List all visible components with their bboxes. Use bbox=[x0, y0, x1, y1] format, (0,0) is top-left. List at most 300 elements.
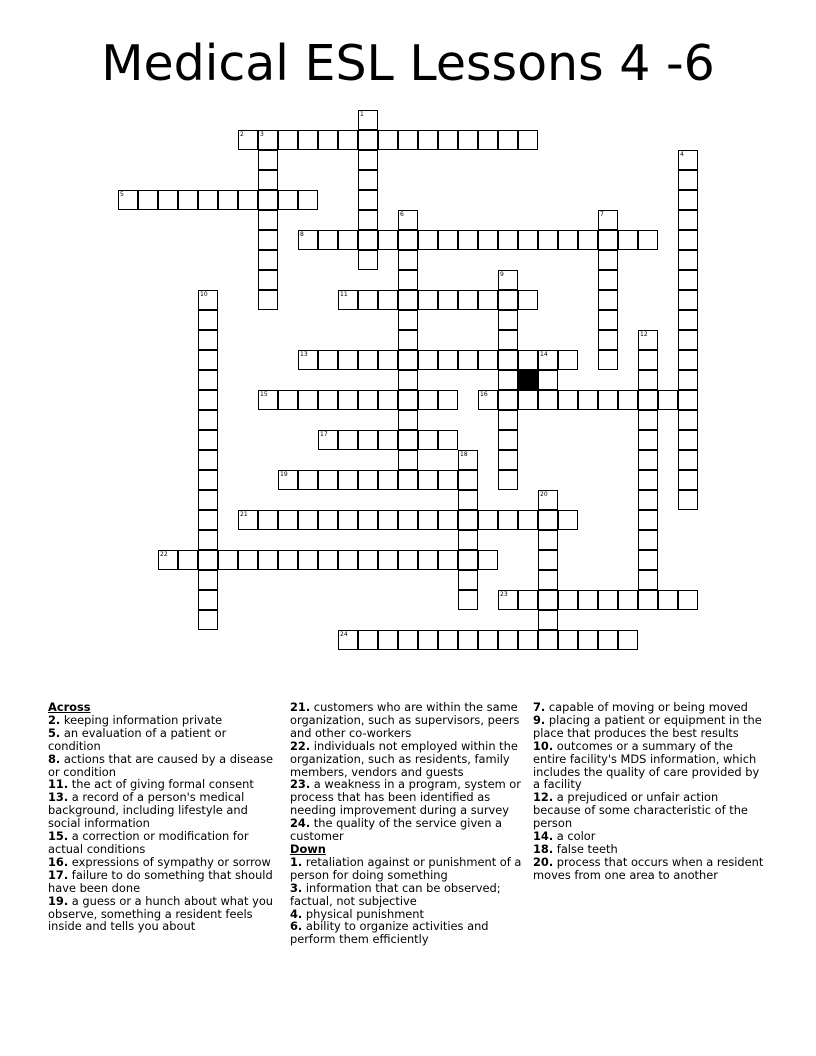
grid-cell[interactable] bbox=[518, 390, 538, 410]
grid-cell[interactable] bbox=[518, 630, 538, 650]
clue-number: 19. bbox=[48, 893, 69, 908]
grid-cell[interactable] bbox=[458, 530, 478, 550]
grid-cell[interactable] bbox=[338, 510, 358, 530]
grid-cell[interactable] bbox=[198, 590, 218, 610]
grid-cell[interactable] bbox=[638, 390, 658, 410]
grid-cell[interactable] bbox=[198, 490, 218, 510]
grid-cell[interactable] bbox=[198, 470, 218, 490]
grid-cell[interactable] bbox=[278, 390, 298, 410]
grid-cell[interactable] bbox=[558, 390, 578, 410]
grid-cell[interactable] bbox=[598, 210, 618, 230]
clue-text: outcomes or a summary of the entire facility's MDS information, which includes the quality of care provided by a facility bbox=[533, 738, 760, 792]
grid-cell[interactable] bbox=[398, 270, 418, 290]
grid-cell[interactable] bbox=[358, 110, 378, 130]
grid-cell[interactable] bbox=[558, 590, 578, 610]
grid-cell[interactable] bbox=[618, 230, 638, 250]
grid-cell[interactable] bbox=[578, 590, 598, 610]
grid-cell[interactable] bbox=[358, 250, 378, 270]
grid-cell[interactable] bbox=[298, 510, 318, 530]
clue-number-label: 9 bbox=[500, 271, 504, 278]
clue-number-label: 8 bbox=[300, 231, 304, 238]
grid-cell[interactable] bbox=[478, 390, 498, 410]
grid-cell[interactable] bbox=[318, 470, 338, 490]
grid-cell[interactable] bbox=[238, 550, 258, 570]
grid-cell[interactable] bbox=[198, 310, 218, 330]
grid-cell[interactable] bbox=[518, 350, 538, 370]
grid-cell[interactable] bbox=[538, 390, 558, 410]
grid-cell[interactable] bbox=[298, 550, 318, 570]
grid-cell[interactable] bbox=[158, 190, 178, 210]
clue-text: capable of moving or being moved bbox=[545, 700, 748, 714]
grid-cell[interactable] bbox=[318, 510, 338, 530]
grid-cell[interactable] bbox=[358, 190, 378, 210]
grid-cell[interactable] bbox=[498, 310, 518, 330]
grid-cell[interactable] bbox=[598, 630, 618, 650]
grid-cell[interactable] bbox=[618, 590, 638, 610]
grid-cell[interactable] bbox=[358, 470, 378, 490]
grid-cell[interactable] bbox=[678, 170, 698, 190]
grid-cell[interactable] bbox=[498, 330, 518, 350]
grid-cell[interactable] bbox=[378, 550, 398, 570]
grid-cell[interactable] bbox=[258, 210, 278, 230]
grid-cell[interactable] bbox=[658, 390, 678, 410]
grid-cell[interactable] bbox=[198, 330, 218, 350]
grid-cell[interactable] bbox=[198, 410, 218, 430]
grid-cell[interactable] bbox=[258, 390, 278, 410]
grid-cell[interactable] bbox=[198, 450, 218, 470]
grid-cell[interactable] bbox=[418, 510, 438, 530]
grid-cell[interactable] bbox=[638, 230, 658, 250]
clue-number: 15. bbox=[48, 829, 69, 844]
grid-cell[interactable] bbox=[398, 510, 418, 530]
grid-cell[interactable] bbox=[538, 490, 558, 510]
grid-cell[interactable] bbox=[198, 370, 218, 390]
blocked-cell bbox=[518, 370, 538, 390]
grid-cell[interactable] bbox=[198, 430, 218, 450]
grid-cell[interactable] bbox=[438, 510, 458, 530]
clue-number: 21. bbox=[290, 700, 311, 714]
clue-number-label: 7 bbox=[600, 211, 604, 218]
grid-cell[interactable] bbox=[678, 450, 698, 470]
clue-number-label: 2 bbox=[240, 131, 244, 138]
grid-cell[interactable] bbox=[338, 550, 358, 570]
grid-cell[interactable] bbox=[638, 370, 658, 390]
grid-cell[interactable] bbox=[518, 230, 538, 250]
grid-cell[interactable] bbox=[638, 530, 658, 550]
grid-cell[interactable] bbox=[398, 370, 418, 390]
down-clue-list-continued bbox=[533, 701, 767, 882]
grid-cell[interactable] bbox=[538, 610, 558, 630]
grid-cell[interactable] bbox=[338, 230, 358, 250]
grid-cell[interactable] bbox=[378, 230, 398, 250]
grid-cell[interactable] bbox=[138, 190, 158, 210]
grid-cell[interactable] bbox=[438, 230, 458, 250]
grid-cell[interactable] bbox=[398, 430, 418, 450]
grid-cell[interactable] bbox=[438, 630, 458, 650]
grid-cell[interactable] bbox=[398, 210, 418, 230]
grid-cell[interactable] bbox=[158, 550, 178, 570]
clue-item bbox=[533, 714, 767, 740]
grid-cell[interactable] bbox=[398, 130, 418, 150]
grid-cell[interactable] bbox=[638, 550, 658, 570]
grid-cell[interactable] bbox=[498, 290, 518, 310]
grid-cell[interactable] bbox=[478, 510, 498, 530]
grid-cell[interactable] bbox=[178, 190, 198, 210]
grid-cell[interactable] bbox=[418, 290, 438, 310]
grid-cell[interactable] bbox=[378, 130, 398, 150]
grid-cell[interactable] bbox=[398, 230, 418, 250]
grid-cell[interactable] bbox=[678, 310, 698, 330]
grid-cell[interactable] bbox=[558, 230, 578, 250]
grid-cell[interactable] bbox=[378, 350, 398, 370]
grid-cell[interactable] bbox=[638, 590, 658, 610]
grid-cell[interactable] bbox=[398, 350, 418, 370]
grid-cell[interactable] bbox=[258, 190, 278, 210]
grid-cell[interactable] bbox=[638, 410, 658, 430]
grid-cell[interactable] bbox=[418, 430, 438, 450]
grid-cell[interactable] bbox=[678, 290, 698, 310]
grid-cell[interactable] bbox=[278, 510, 298, 530]
grid-cell[interactable] bbox=[458, 570, 478, 590]
grid-cell[interactable] bbox=[198, 390, 218, 410]
grid-cell[interactable] bbox=[258, 130, 278, 150]
grid-cell[interactable] bbox=[338, 350, 358, 370]
grid-cell[interactable] bbox=[198, 530, 218, 550]
grid-cell[interactable] bbox=[478, 350, 498, 370]
grid-cell[interactable] bbox=[618, 630, 638, 650]
grid-cell[interactable] bbox=[658, 590, 678, 610]
grid-cell[interactable] bbox=[398, 630, 418, 650]
grid-cell[interactable] bbox=[598, 390, 618, 410]
clue-number-label: 13 bbox=[300, 351, 308, 358]
grid-cell[interactable] bbox=[418, 390, 438, 410]
grid-cell[interactable] bbox=[498, 450, 518, 470]
clue-number-label: 6 bbox=[400, 211, 404, 218]
grid-cell[interactable] bbox=[318, 130, 338, 150]
grid-cell[interactable] bbox=[498, 350, 518, 370]
grid-cell[interactable] bbox=[458, 510, 478, 530]
grid-cell[interactable] bbox=[458, 470, 478, 490]
grid-cell[interactable] bbox=[538, 530, 558, 550]
grid-cell[interactable] bbox=[678, 470, 698, 490]
clue-item bbox=[48, 791, 278, 830]
grid-cell[interactable] bbox=[578, 630, 598, 650]
grid-cell[interactable] bbox=[498, 430, 518, 450]
grid-cell[interactable] bbox=[418, 350, 438, 370]
grid-cell[interactable] bbox=[378, 630, 398, 650]
clue-number-label: 21 bbox=[240, 511, 248, 518]
grid-cell[interactable] bbox=[558, 630, 578, 650]
grid-cell[interactable] bbox=[478, 130, 498, 150]
grid-cell[interactable] bbox=[678, 210, 698, 230]
grid-cell[interactable] bbox=[498, 270, 518, 290]
grid-cell[interactable] bbox=[298, 390, 318, 410]
grid-cell[interactable] bbox=[598, 330, 618, 350]
grid-cell[interactable] bbox=[298, 350, 318, 370]
grid-cell[interactable] bbox=[518, 290, 538, 310]
grid-cell[interactable] bbox=[438, 430, 458, 450]
grid-cell[interactable] bbox=[258, 290, 278, 310]
grid-cell[interactable] bbox=[678, 250, 698, 270]
grid-cell[interactable] bbox=[418, 630, 438, 650]
grid-cell[interactable] bbox=[258, 150, 278, 170]
clue-item bbox=[48, 869, 278, 895]
grid-cell[interactable] bbox=[498, 130, 518, 150]
clue-text: the act of giving formal consent bbox=[68, 777, 254, 792]
grid-cell[interactable] bbox=[538, 510, 558, 530]
grid-cell[interactable] bbox=[278, 130, 298, 150]
grid-cell[interactable] bbox=[258, 230, 278, 250]
grid-cell[interactable] bbox=[498, 510, 518, 530]
clue-number: 12. bbox=[533, 790, 554, 805]
grid-cell[interactable] bbox=[498, 230, 518, 250]
grid-cell[interactable] bbox=[318, 230, 338, 250]
grid-cell[interactable] bbox=[198, 290, 218, 310]
grid-cell[interactable] bbox=[478, 630, 498, 650]
clue-number-label: 5 bbox=[120, 191, 124, 198]
grid-cell[interactable] bbox=[358, 210, 378, 230]
grid-cell[interactable] bbox=[478, 290, 498, 310]
clue-text: keeping information private bbox=[60, 712, 223, 727]
clue-item bbox=[48, 753, 278, 779]
grid-cell[interactable] bbox=[318, 550, 338, 570]
grid-cell[interactable] bbox=[278, 550, 298, 570]
grid-cell[interactable] bbox=[358, 510, 378, 530]
grid-cell[interactable] bbox=[638, 570, 658, 590]
grid-cell[interactable] bbox=[358, 150, 378, 170]
grid-cell[interactable] bbox=[638, 470, 658, 490]
clue-number-label: 4 bbox=[680, 151, 684, 158]
clue-text: retaliation against or punishment of a person for doing something bbox=[290, 854, 522, 882]
grid-cell[interactable] bbox=[598, 310, 618, 330]
grid-cell[interactable] bbox=[458, 490, 478, 510]
grid-cell[interactable] bbox=[238, 130, 258, 150]
grid-cell[interactable] bbox=[638, 350, 658, 370]
clue-text: a weakness in a program, system or process that has been identified as needing improvement during a survey bbox=[290, 777, 521, 818]
grid-cell[interactable] bbox=[298, 190, 318, 210]
grid-cell[interactable] bbox=[338, 130, 358, 150]
grid-cell[interactable] bbox=[418, 230, 438, 250]
grid-cell[interactable] bbox=[238, 190, 258, 210]
grid-cell[interactable] bbox=[678, 370, 698, 390]
grid-cell[interactable] bbox=[398, 410, 418, 430]
grid-cell[interactable] bbox=[458, 350, 478, 370]
clue-number: 1. bbox=[290, 854, 303, 869]
grid-cell[interactable] bbox=[538, 230, 558, 250]
across-heading: Across bbox=[48, 700, 91, 714]
grid-cell[interactable] bbox=[398, 550, 418, 570]
grid-cell[interactable] bbox=[678, 430, 698, 450]
grid-cell[interactable] bbox=[438, 470, 458, 490]
grid-cell[interactable] bbox=[518, 590, 538, 610]
clue-number: 4. bbox=[290, 906, 303, 921]
grid-cell[interactable] bbox=[418, 470, 438, 490]
grid-cell[interactable] bbox=[218, 190, 238, 210]
grid-cell[interactable] bbox=[578, 230, 598, 250]
grid-cell[interactable] bbox=[398, 470, 418, 490]
grid-cell[interactable] bbox=[598, 230, 618, 250]
grid-cell[interactable] bbox=[338, 290, 358, 310]
grid-cell[interactable] bbox=[358, 230, 378, 250]
grid-cell[interactable] bbox=[438, 390, 458, 410]
grid-cell[interactable] bbox=[598, 270, 618, 290]
grid-cell[interactable] bbox=[638, 450, 658, 470]
grid-cell[interactable] bbox=[438, 130, 458, 150]
grid-cell[interactable] bbox=[538, 550, 558, 570]
grid-cell[interactable] bbox=[558, 510, 578, 530]
clue-number: 6. bbox=[290, 919, 303, 934]
grid-cell[interactable] bbox=[358, 430, 378, 450]
grid-cell[interactable] bbox=[678, 190, 698, 210]
grid-cell[interactable] bbox=[398, 390, 418, 410]
grid-cell[interactable] bbox=[338, 430, 358, 450]
grid-cell[interactable] bbox=[458, 550, 478, 570]
clue-number: 10. bbox=[533, 738, 554, 753]
grid-cell[interactable] bbox=[598, 290, 618, 310]
grid-cell[interactable] bbox=[378, 390, 398, 410]
grid-cell[interactable] bbox=[498, 410, 518, 430]
grid-cell[interactable] bbox=[198, 610, 218, 630]
grid-cell[interactable] bbox=[358, 130, 378, 150]
grid-cell[interactable] bbox=[418, 550, 438, 570]
grid-cell[interactable] bbox=[358, 290, 378, 310]
grid-cell[interactable] bbox=[358, 390, 378, 410]
grid-cell[interactable] bbox=[458, 230, 478, 250]
grid-cell[interactable] bbox=[498, 470, 518, 490]
clue-number-label: 22 bbox=[160, 551, 168, 558]
grid-cell[interactable] bbox=[378, 430, 398, 450]
clue-text: expressions of sympathy or sorrow bbox=[68, 854, 271, 869]
grid-cell[interactable] bbox=[638, 330, 658, 350]
grid-cell[interactable] bbox=[198, 550, 218, 570]
grid-cell[interactable] bbox=[558, 350, 578, 370]
grid-cell[interactable] bbox=[258, 510, 278, 530]
grid-cell[interactable] bbox=[478, 230, 498, 250]
clue-text: customers who are within the same organization, such as supervisors, peers and other co-workers bbox=[290, 700, 520, 740]
grid-cell[interactable] bbox=[278, 190, 298, 210]
grid-cell[interactable] bbox=[318, 390, 338, 410]
grid-cell[interactable] bbox=[338, 630, 358, 650]
grid-cell[interactable] bbox=[598, 250, 618, 270]
grid-cell[interactable] bbox=[358, 170, 378, 190]
grid-cell[interactable] bbox=[198, 190, 218, 210]
grid-cell[interactable] bbox=[578, 390, 598, 410]
grid-cell[interactable] bbox=[618, 390, 638, 410]
grid-cell[interactable] bbox=[598, 590, 618, 610]
grid-cell[interactable] bbox=[438, 350, 458, 370]
down-clue-list bbox=[290, 856, 522, 946]
clue-number: 14. bbox=[533, 829, 554, 844]
clue-item bbox=[533, 740, 767, 792]
grid-cell[interactable] bbox=[478, 550, 498, 570]
grid-cell[interactable] bbox=[678, 390, 698, 410]
grid-cell[interactable] bbox=[538, 350, 558, 370]
grid-cell[interactable] bbox=[358, 350, 378, 370]
grid-cell[interactable] bbox=[258, 270, 278, 290]
clue-number-label: 16 bbox=[480, 391, 488, 398]
grid-cell[interactable] bbox=[538, 630, 558, 650]
grid-cell[interactable] bbox=[638, 510, 658, 530]
clue-number: 13. bbox=[48, 790, 69, 805]
grid-cell[interactable] bbox=[438, 290, 458, 310]
grid-cell[interactable] bbox=[338, 390, 358, 410]
grid-cell[interactable] bbox=[258, 170, 278, 190]
grid-cell[interactable] bbox=[398, 290, 418, 310]
grid-cell[interactable] bbox=[298, 470, 318, 490]
grid-cell[interactable] bbox=[378, 290, 398, 310]
clue-text: a color bbox=[553, 829, 596, 844]
grid-cell[interactable] bbox=[538, 590, 558, 610]
grid-cell[interactable] bbox=[378, 470, 398, 490]
grid-cell[interactable] bbox=[238, 510, 258, 530]
grid-cell[interactable] bbox=[638, 430, 658, 450]
clue-number: 22. bbox=[290, 738, 311, 753]
clue-number: 16. bbox=[48, 854, 69, 869]
grid-cell[interactable] bbox=[458, 290, 478, 310]
grid-cell[interactable] bbox=[398, 450, 418, 470]
grid-cell[interactable] bbox=[518, 510, 538, 530]
grid-cell[interactable] bbox=[298, 130, 318, 150]
grid-cell[interactable] bbox=[178, 550, 198, 570]
grid-cell[interactable] bbox=[498, 630, 518, 650]
grid-cell[interactable] bbox=[358, 550, 378, 570]
grid-cell[interactable] bbox=[678, 490, 698, 510]
grid-cell[interactable] bbox=[358, 630, 378, 650]
grid-cell[interactable] bbox=[318, 430, 338, 450]
grid-cell[interactable] bbox=[398, 310, 418, 330]
grid-cell[interactable] bbox=[538, 570, 558, 590]
grid-cell[interactable] bbox=[458, 590, 478, 610]
grid-cell[interactable] bbox=[678, 590, 698, 610]
grid-cell[interactable] bbox=[518, 130, 538, 150]
grid-cell[interactable] bbox=[198, 510, 218, 530]
grid-cell[interactable] bbox=[678, 410, 698, 430]
grid-cell[interactable] bbox=[198, 570, 218, 590]
grid-cell[interactable] bbox=[538, 370, 558, 390]
grid-cell[interactable] bbox=[398, 250, 418, 270]
grid-cell[interactable] bbox=[598, 350, 618, 370]
grid-cell[interactable] bbox=[418, 130, 438, 150]
grid-cell[interactable] bbox=[638, 490, 658, 510]
grid-cell[interactable] bbox=[318, 350, 338, 370]
clue-text: a correction or modification for actual conditions bbox=[48, 829, 249, 856]
grid-cell[interactable] bbox=[278, 470, 298, 490]
grid-cell[interactable] bbox=[118, 190, 138, 210]
clue-number: 9. bbox=[533, 712, 546, 727]
grid-cell[interactable] bbox=[378, 510, 398, 530]
grid-cell[interactable] bbox=[678, 270, 698, 290]
grid-cell[interactable] bbox=[218, 550, 238, 570]
grid-cell[interactable] bbox=[258, 550, 278, 570]
grid-cell[interactable] bbox=[678, 150, 698, 170]
clue-number-label: 3 bbox=[260, 131, 264, 138]
grid-cell[interactable] bbox=[458, 130, 478, 150]
grid-cell[interactable] bbox=[498, 390, 518, 410]
grid-cell[interactable] bbox=[398, 330, 418, 350]
grid-cell[interactable] bbox=[498, 370, 518, 390]
grid-cell[interactable] bbox=[678, 230, 698, 250]
grid-cell[interactable] bbox=[498, 590, 518, 610]
grid-cell[interactable] bbox=[458, 450, 478, 470]
grid-cell[interactable] bbox=[438, 550, 458, 570]
grid-cell[interactable] bbox=[678, 330, 698, 350]
grid-cell[interactable] bbox=[258, 250, 278, 270]
grid-cell[interactable] bbox=[198, 350, 218, 370]
grid-cell[interactable] bbox=[298, 230, 318, 250]
grid-cell[interactable] bbox=[338, 470, 358, 490]
grid-cell[interactable] bbox=[678, 350, 698, 370]
grid-cell[interactable] bbox=[458, 630, 478, 650]
